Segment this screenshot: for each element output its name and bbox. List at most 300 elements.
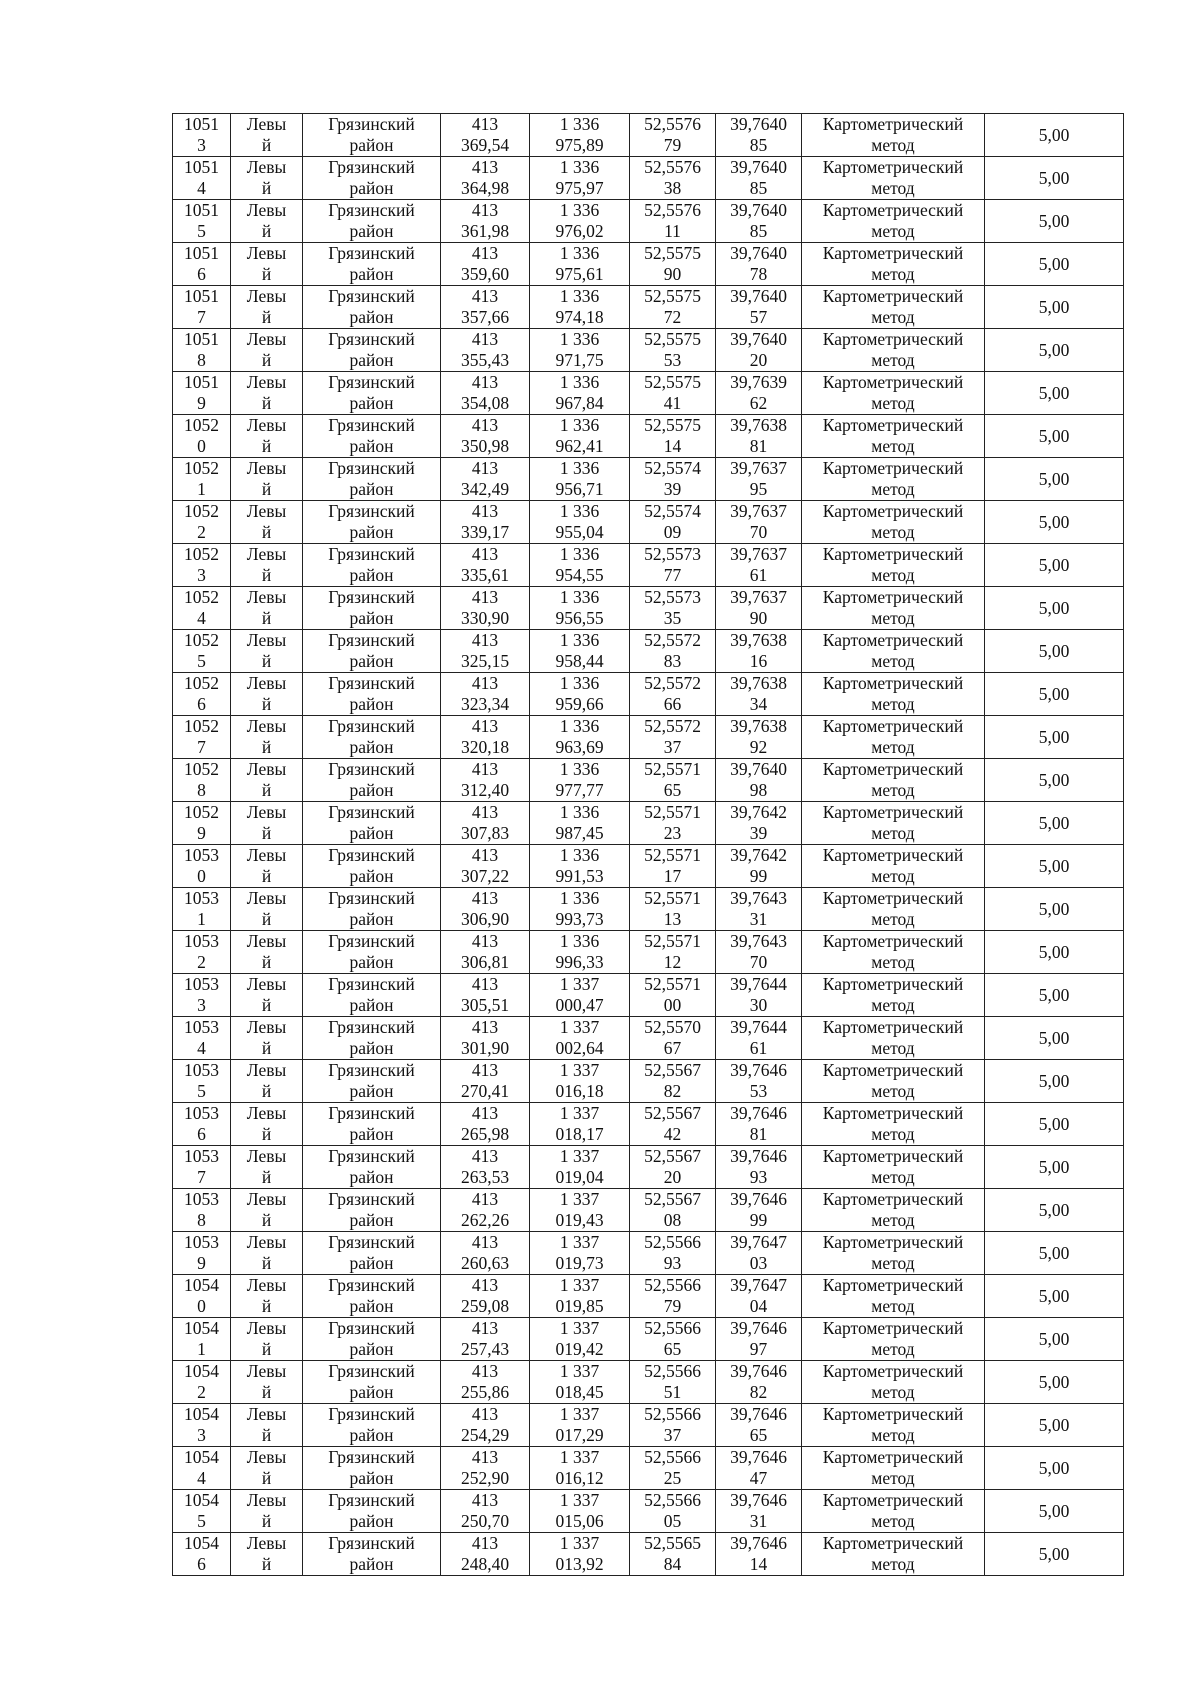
longitude-cell [716,1490,802,1533]
y-coordinate-cell-line: 1 337 [559,1318,600,1338]
y-coordinate-cell [530,974,630,1017]
side-cell [231,114,303,157]
latitude-cell-line: 52,5570 [644,1017,701,1037]
table-row [173,415,1124,458]
side-cell-line: Левы [246,1146,287,1166]
point-number-cell [173,157,231,200]
x-coordinate-cell-line: 350,98 [460,436,510,456]
longitude-cell [716,114,802,157]
method-cell-line: метод [871,1468,915,1488]
method-cell [802,544,985,587]
longitude-cell-line: 30 [749,995,768,1015]
point-number-cell-line: 7 [197,737,206,757]
latitude-cell [630,802,716,845]
longitude-cell [716,1146,802,1189]
x-coordinate-cell [441,1447,530,1490]
district-cell [303,974,441,1017]
latitude-cell-line: 65 [663,780,682,800]
x-coordinate-cell [441,157,530,200]
latitude-cell-line: 52,5575 [644,286,701,306]
longitude-cell [716,286,802,329]
accuracy-cell: 5,00 [985,1447,1124,1490]
y-coordinate-cell [530,415,630,458]
x-coordinate-cell-line: 339,17 [460,522,510,542]
side-cell-line: й [261,221,272,241]
x-coordinate-cell-line: 259,08 [460,1296,510,1316]
x-coordinate-cell [441,1103,530,1146]
district-cell [303,1060,441,1103]
method-cell-line: Картометрический [822,501,964,521]
x-coordinate-cell [441,1060,530,1103]
x-coordinate-cell [441,802,530,845]
point-number-cell-line: 1052 [184,630,219,650]
y-coordinate-cell-line: 956,71 [555,479,604,499]
side-cell [231,974,303,1017]
longitude-cell-line: 39,7640 [730,243,787,263]
latitude-cell-line: 72 [663,307,682,327]
longitude-cell-line: 39,7646 [730,1146,787,1166]
longitude-cell-line: 93 [749,1167,768,1187]
y-coordinate-cell-line: 955,04 [555,522,604,542]
side-cell-line: Левы [246,802,287,822]
side-cell-line: Левы [246,1189,287,1209]
point-number-cell-line: 1054 [184,1447,219,1467]
side-cell-line: Левы [246,1017,287,1037]
point-number-cell-line: 1052 [184,587,219,607]
latitude-cell [630,458,716,501]
district-cell [303,1017,441,1060]
x-coordinate-cell-line: 413 [471,974,499,994]
point-number-cell-line: 8 [197,780,206,800]
y-coordinate-cell-line: 1 337 [559,1490,600,1510]
longitude-cell-line: 85 [749,178,768,198]
latitude-cell-line: 52,5574 [644,458,701,478]
x-coordinate-cell-line: 413 [471,1533,499,1553]
method-cell [802,1447,985,1490]
table-row [173,1060,1124,1103]
side-cell-line: й [261,651,272,671]
y-coordinate-cell-line: 967,84 [555,393,604,413]
side-cell-line: й [261,135,272,155]
method-cell-line: Картометрический [822,286,964,306]
x-coordinate-cell [441,329,530,372]
method-cell [802,1533,985,1576]
longitude-cell [716,1189,802,1232]
side-cell [231,415,303,458]
point-number-cell-line: 1052 [184,673,219,693]
longitude-cell-line: 90 [749,608,768,628]
side-cell [231,458,303,501]
y-coordinate-cell-line: 1 336 [559,587,600,607]
side-cell-line: Левы [246,286,287,306]
method-cell-line: Картометрический [822,888,964,908]
longitude-cell-line: 39,7637 [730,458,787,478]
point-number-cell-line: 1051 [184,157,219,177]
method-cell-line: Картометрический [822,1103,964,1123]
side-cell [231,673,303,716]
latitude-cell-line: 52,5566 [644,1404,701,1424]
x-coordinate-cell-line: 270,41 [460,1081,510,1101]
x-coordinate-cell [441,888,530,931]
method-cell-line: метод [871,1124,915,1144]
district-cell [303,759,441,802]
side-cell-line: й [261,264,272,284]
accuracy-cell: 5,00 [985,1232,1124,1275]
x-coordinate-cell-line: 413 [471,888,499,908]
table-row [173,1318,1124,1361]
latitude-cell [630,1146,716,1189]
latitude-cell-line: 00 [663,995,682,1015]
table-row [173,931,1124,974]
method-cell [802,1017,985,1060]
longitude-cell [716,1060,802,1103]
longitude-cell-line: 61 [749,565,768,585]
side-cell-line: Левы [246,415,287,435]
latitude-cell-line: 52,5576 [644,200,701,220]
longitude-cell-line: 39,7646 [730,1404,787,1424]
longitude-cell-line: 39,7639 [730,372,787,392]
side-cell-line: й [261,866,272,886]
district-cell [303,1404,441,1447]
point-number-cell-line: 4 [197,608,206,628]
x-coordinate-cell [441,1232,530,1275]
point-number-cell-line: 6 [197,264,206,284]
latitude-cell-line: 53 [663,350,682,370]
method-cell [802,243,985,286]
point-number-cell [173,1533,231,1576]
point-number-cell [173,544,231,587]
method-cell-line: Картометрический [822,630,964,650]
longitude-cell [716,1275,802,1318]
latitude-cell-line: 35 [663,608,682,628]
method-cell-line: метод [871,995,915,1015]
x-coordinate-cell-line: 263,53 [460,1167,510,1187]
latitude-cell [630,1060,716,1103]
point-number-cell-line: 1052 [184,716,219,736]
side-cell-line: Левы [246,1275,287,1295]
y-coordinate-cell-line: 987,45 [555,823,604,843]
longitude-cell-line: 14 [749,1554,768,1574]
method-cell-line: Картометрический [822,329,964,349]
point-number-cell-line: 0 [197,436,206,456]
x-coordinate-cell-line: 306,90 [460,909,510,929]
x-coordinate-cell [441,630,530,673]
longitude-cell [716,329,802,372]
y-coordinate-cell-line: 1 337 [559,1103,600,1123]
x-coordinate-cell-line: 413 [471,587,499,607]
latitude-cell-line: 41 [663,393,682,413]
longitude-cell [716,157,802,200]
method-cell-line: метод [871,1382,915,1402]
side-cell-line: й [261,1296,272,1316]
district-cell-line: Грязинский [328,1533,415,1553]
side-cell-line: й [261,1339,272,1359]
y-coordinate-cell-line: 1 336 [559,845,600,865]
longitude-cell-line: 39,7646 [730,1361,787,1381]
latitude-cell-line: 79 [663,1296,682,1316]
method-cell [802,845,985,888]
method-cell-line: Картометрический [822,1318,964,1338]
side-cell-line: Левы [246,1318,287,1338]
method-cell [802,157,985,200]
x-coordinate-cell-line: 413 [471,845,499,865]
district-cell-line: Грязинский [328,1146,415,1166]
y-coordinate-cell [530,802,630,845]
district-cell-line: район [349,350,394,370]
point-number-cell-line: 1 [197,479,206,499]
district-cell-line: район [349,1425,394,1445]
district-cell-line: Грязинский [328,1318,415,1338]
table-row [173,329,1124,372]
latitude-cell [630,286,716,329]
point-number-cell-line: 1051 [184,200,219,220]
point-number-cell-line: 7 [197,307,206,327]
side-cell [231,1017,303,1060]
x-coordinate-cell [441,114,530,157]
side-cell-line: й [261,436,272,456]
table-row [173,157,1124,200]
method-cell [802,1103,985,1146]
x-coordinate-cell-line: 357,66 [460,307,510,327]
latitude-cell-line: 90 [663,264,682,284]
latitude-cell [630,1447,716,1490]
longitude-cell-line: 39 [749,823,768,843]
longitude-cell-line: 39,7646 [730,1533,787,1553]
side-cell [231,931,303,974]
x-coordinate-cell-line: 413 [471,1404,499,1424]
latitude-cell-line: 52,5575 [644,329,701,349]
x-coordinate-cell-line: 413 [471,286,499,306]
x-coordinate-cell-line: 413 [471,1103,499,1123]
y-coordinate-cell-line: 996,33 [555,952,604,972]
latitude-cell-line: 42 [663,1124,682,1144]
x-coordinate-cell-line: 354,08 [460,393,510,413]
longitude-cell-line: 95 [749,479,768,499]
y-coordinate-cell-line: 000,47 [555,995,604,1015]
table-row [173,372,1124,415]
method-cell-line: Картометрический [822,716,964,736]
y-coordinate-cell-line: 1 336 [559,286,600,306]
method-cell-line: метод [871,1511,915,1531]
y-coordinate-cell-line: 018,45 [555,1382,604,1402]
point-number-cell [173,1146,231,1189]
point-number-cell-line: 1053 [184,845,219,865]
district-cell [303,501,441,544]
district-cell-line: район [349,866,394,886]
side-cell [231,1275,303,1318]
side-cell [231,286,303,329]
district-cell-line: район [349,823,394,843]
side-cell-line: Левы [246,716,287,736]
method-cell [802,415,985,458]
side-cell-line: Левы [246,243,287,263]
table-row [173,716,1124,759]
point-number-cell-line: 1054 [184,1275,219,1295]
accuracy-cell: 5,00 [985,1275,1124,1318]
side-cell-line: й [261,952,272,972]
longitude-cell-line: 39,7642 [730,802,787,822]
x-coordinate-cell [441,1490,530,1533]
longitude-cell-line: 39,7643 [730,931,787,951]
side-cell-line: Левы [246,845,287,865]
method-cell-line: метод [871,1038,915,1058]
latitude-cell-line: 52,5566 [644,1232,701,1252]
x-coordinate-cell [441,458,530,501]
point-number-cell [173,1318,231,1361]
latitude-cell [630,243,716,286]
side-cell-line: й [261,1382,272,1402]
x-coordinate-cell-line: 413 [471,200,499,220]
x-coordinate-cell-line: 413 [471,1232,499,1252]
district-cell-line: район [349,178,394,198]
district-cell [303,114,441,157]
point-number-cell-line: 8 [197,1210,206,1230]
x-coordinate-cell [441,286,530,329]
accuracy-cell: 5,00 [985,501,1124,544]
district-cell [303,243,441,286]
y-coordinate-cell [530,1490,630,1533]
point-number-cell-line: 1053 [184,1103,219,1123]
point-number-cell-line: 6 [197,1554,206,1574]
longitude-cell-line: 34 [749,694,768,714]
point-number-cell [173,716,231,759]
longitude-cell-line: 39,7646 [730,1189,787,1209]
y-coordinate-cell-line: 015,06 [555,1511,604,1531]
method-cell-line: метод [871,909,915,929]
district-cell-line: Грязинский [328,931,415,951]
longitude-cell-line: 99 [749,1210,768,1230]
longitude-cell [716,845,802,888]
longitude-cell-line: 39,7638 [730,673,787,693]
method-cell-line: метод [871,1296,915,1316]
side-cell-line: Левы [246,114,287,134]
longitude-cell [716,587,802,630]
side-cell-line: й [261,1210,272,1230]
x-coordinate-cell-line: 413 [471,544,499,564]
longitude-cell [716,931,802,974]
method-cell-line: Картометрический [822,1275,964,1295]
table-row [173,1232,1124,1275]
point-number-cell-line: 3 [197,1425,206,1445]
point-number-cell [173,802,231,845]
method-cell-line: метод [871,1167,915,1187]
method-cell [802,673,985,716]
x-coordinate-cell [441,1017,530,1060]
y-coordinate-cell [530,931,630,974]
district-cell [303,630,441,673]
method-cell [802,329,985,372]
y-coordinate-cell-line: 971,75 [555,350,604,370]
district-cell-line: район [349,909,394,929]
latitude-cell-line: 67 [663,1038,682,1058]
longitude-cell [716,1404,802,1447]
side-cell-line: Левы [246,759,287,779]
accuracy-cell: 5,00 [985,1017,1124,1060]
x-coordinate-cell-line: 413 [471,372,499,392]
point-number-cell-line: 6 [197,1124,206,1144]
x-coordinate-cell-line: 265,98 [460,1124,510,1144]
longitude-cell-line: 62 [749,393,768,413]
table-row [173,1490,1124,1533]
point-number-cell-line: 4 [197,1468,206,1488]
longitude-cell-line: 81 [749,436,768,456]
district-cell-line: район [349,1081,394,1101]
method-cell-line: метод [871,264,915,284]
point-number-cell-line: 0 [197,866,206,886]
accuracy-cell: 5,00 [985,243,1124,286]
side-cell-line: Левы [246,329,287,349]
side-cell [231,1447,303,1490]
district-cell [303,1146,441,1189]
x-coordinate-cell [441,1533,530,1576]
point-number-cell-line: 1053 [184,974,219,994]
side-cell [231,1361,303,1404]
y-coordinate-cell-line: 019,42 [555,1339,604,1359]
method-cell-line: Картометрический [822,544,964,564]
district-cell-line: Грязинский [328,1060,415,1080]
latitude-cell-line: 12 [663,952,682,972]
method-cell [802,286,985,329]
district-cell [303,544,441,587]
method-cell-line: метод [871,565,915,585]
y-coordinate-cell [530,200,630,243]
x-coordinate-cell-line: 413 [471,630,499,650]
method-cell [802,1404,985,1447]
district-cell-line: район [349,1554,394,1574]
longitude-cell-line: 39,7646 [730,1318,787,1338]
district-cell-line: Грязинский [328,1275,415,1295]
table-row [173,630,1124,673]
point-number-cell-line: 1053 [184,1189,219,1209]
table-row [173,1146,1124,1189]
district-cell-line: Грязинский [328,458,415,478]
latitude-cell-line: 37 [663,1425,682,1445]
latitude-cell-line: 52,5572 [644,630,701,650]
point-number-cell [173,587,231,630]
point-number-cell-line: 1051 [184,286,219,306]
district-cell [303,1447,441,1490]
district-cell [303,1318,441,1361]
district-cell [303,931,441,974]
method-cell-line: метод [871,1253,915,1273]
longitude-cell [716,458,802,501]
accuracy-cell: 5,00 [985,802,1124,845]
district-cell [303,200,441,243]
y-coordinate-cell-line: 975,89 [555,135,604,155]
x-coordinate-cell-line: 359,60 [460,264,510,284]
district-cell-line: район [349,522,394,542]
longitude-cell-line: 47 [749,1468,768,1488]
y-coordinate-cell-line: 975,61 [555,264,604,284]
longitude-cell-line: 57 [749,307,768,327]
y-coordinate-cell-line: 991,53 [555,866,604,886]
latitude-cell-line: 52,5571 [644,802,701,822]
side-cell-line: Левы [246,630,287,650]
y-coordinate-cell-line: 1 336 [559,114,600,134]
point-number-cell [173,888,231,931]
point-number-cell [173,501,231,544]
y-coordinate-cell [530,501,630,544]
side-cell-line: й [261,737,272,757]
accuracy-cell: 5,00 [985,1533,1124,1576]
latitude-cell-line: 52,5571 [644,845,701,865]
longitude-cell-line: 39,7640 [730,157,787,177]
side-cell-line: й [261,393,272,413]
x-coordinate-cell-line: 364,98 [460,178,510,198]
side-cell-line: Левы [246,1361,287,1381]
accuracy-cell: 5,00 [985,759,1124,802]
longitude-cell [716,1017,802,1060]
